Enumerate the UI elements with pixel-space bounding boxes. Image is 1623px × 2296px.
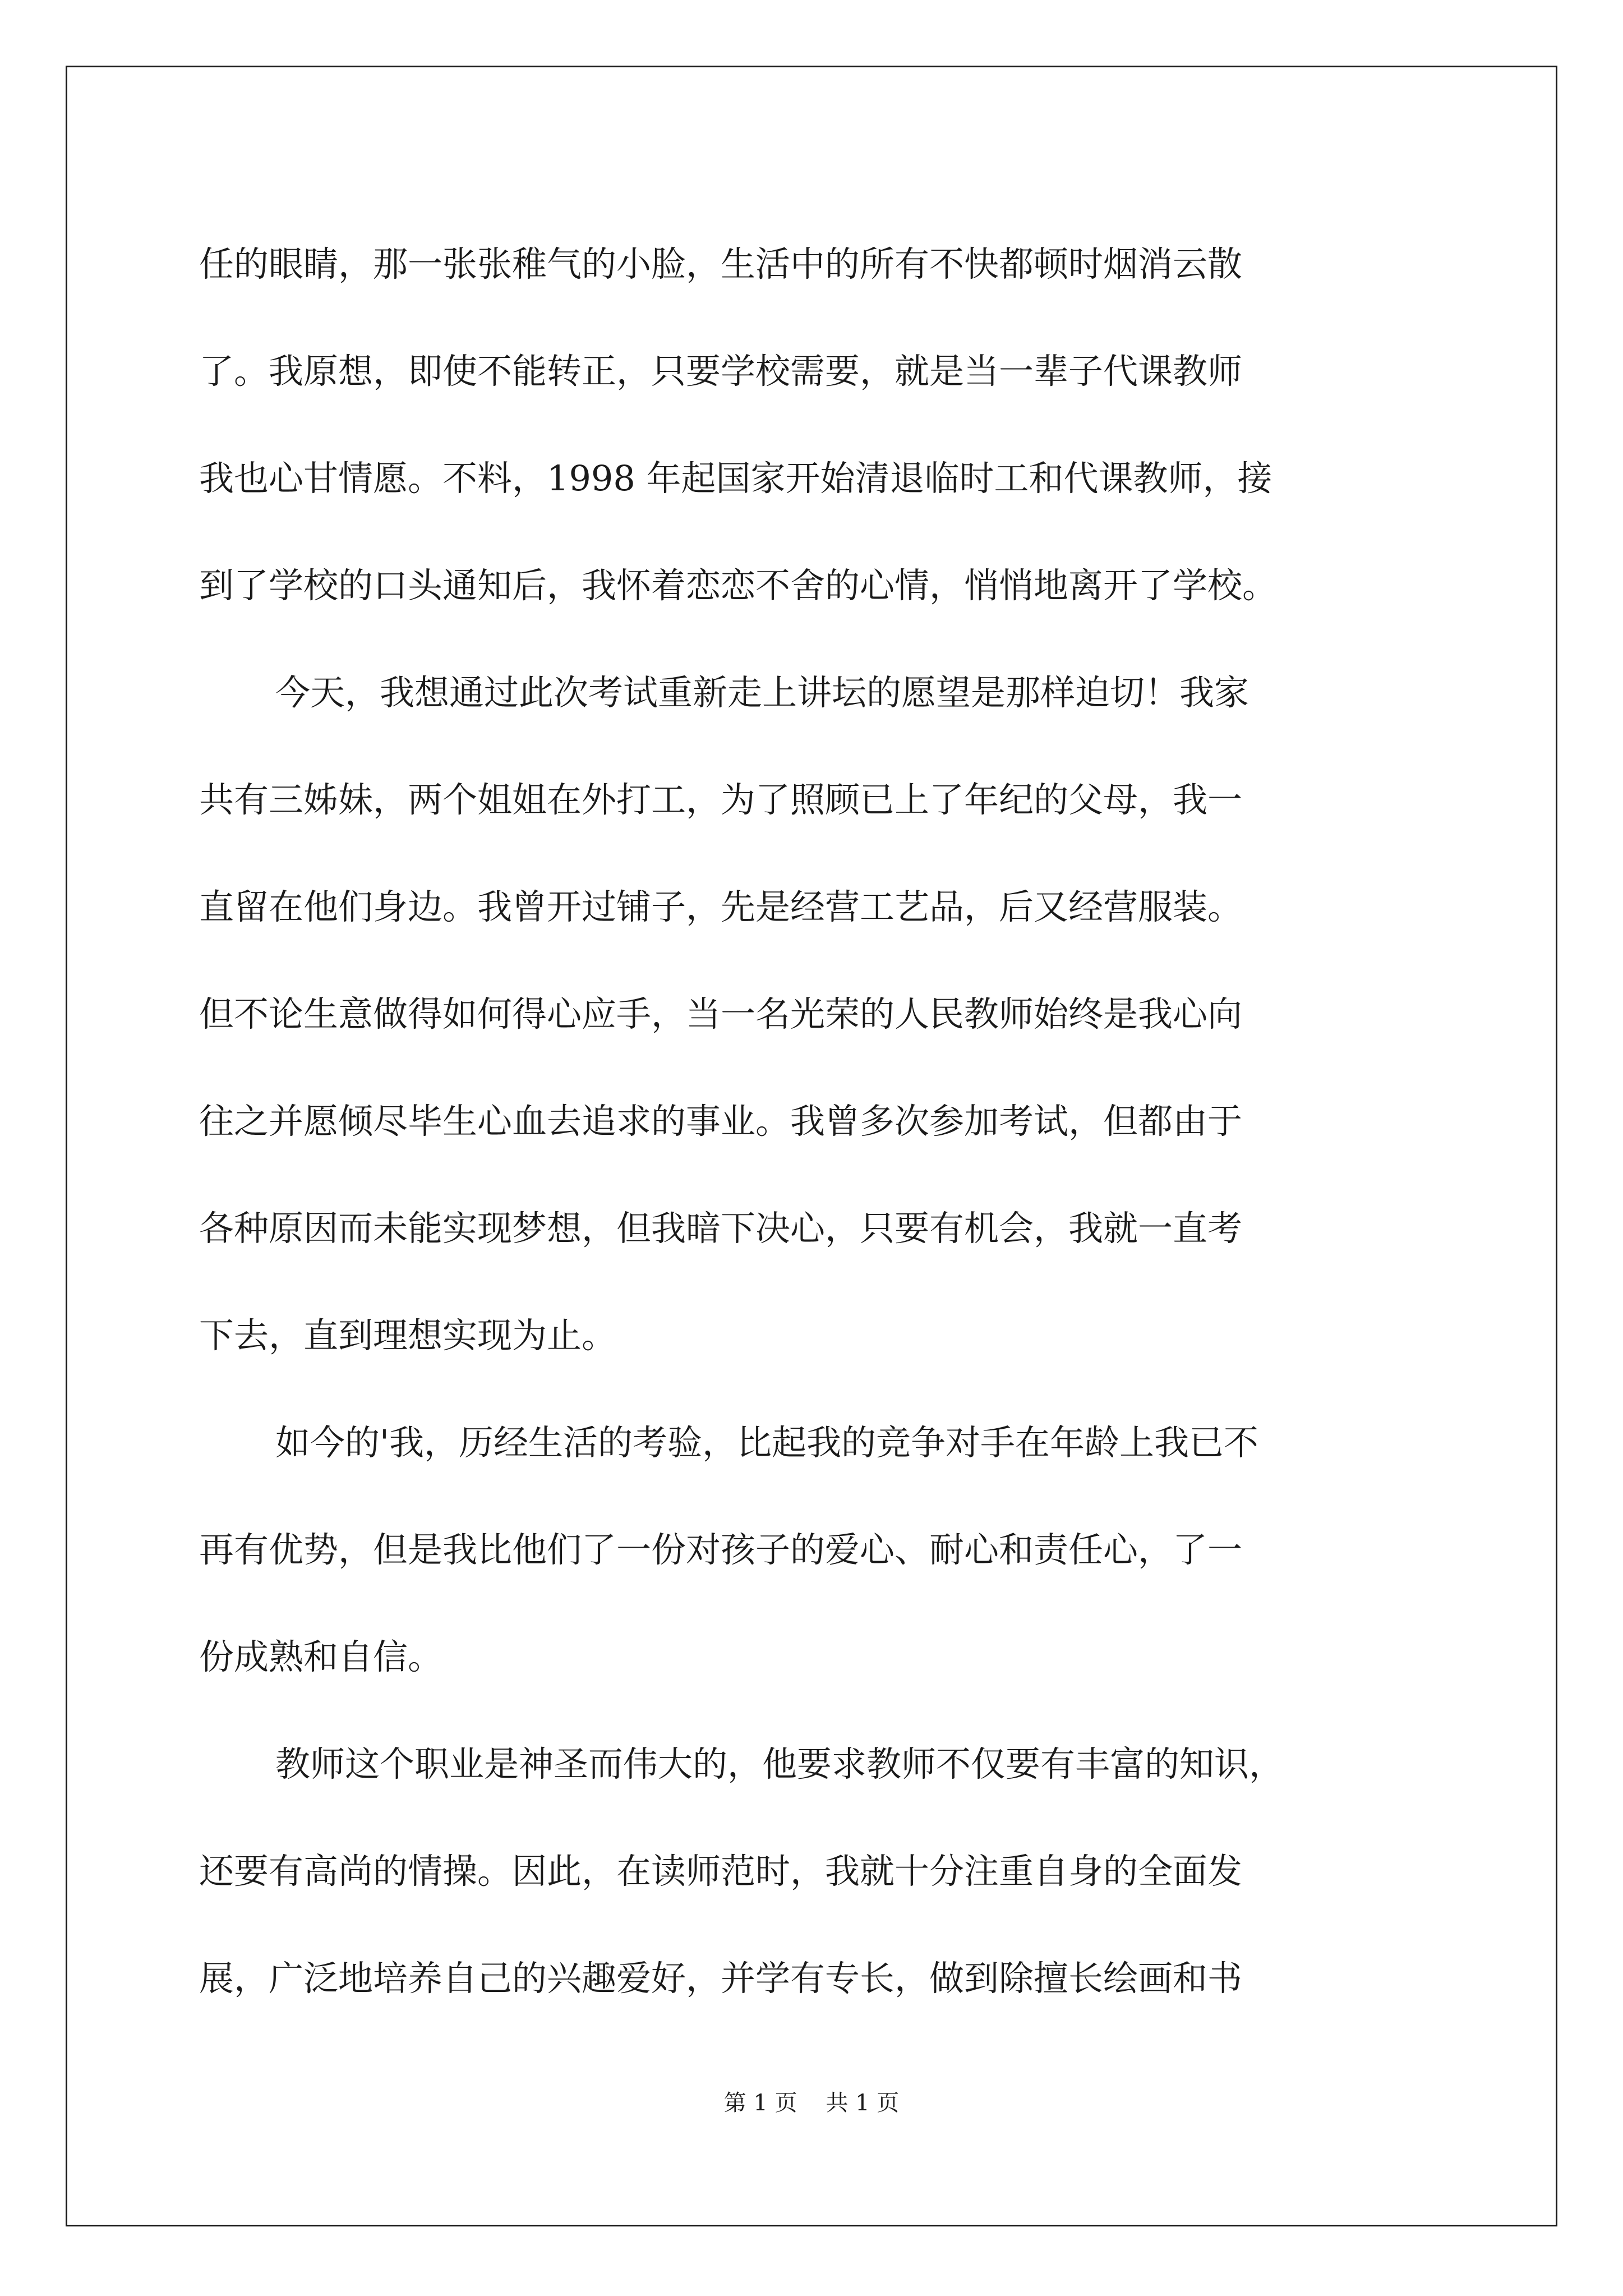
page-footer: 第 1 页 共 1 页 — [723, 2090, 900, 2116]
text-line: 各种原因而未能实现梦想，但我暗下决心，只要有机会，我就一直考 — [199, 1208, 1243, 1249]
text-line: 展，广泛地培养自己的兴趣爱好，并学有专长，做到除擅长绘画和书 — [199, 1958, 1243, 1999]
text-line: 还要有高尚的情操。因此，在读师范时，我就十分注重自身的全面发 — [199, 1851, 1243, 1892]
paragraph-start-line: 如今的'我，历经生活的考验，比起我的竞争对手在年龄上我已不 — [275, 1422, 1259, 1463]
text-line: 往之并愿倾尽毕生心血去追求的事业。我曾多次参加考试，但都由于 — [199, 1101, 1243, 1142]
text-line: 但不论生意做得如何得心应手，当一名光荣的人民教师始终是我心向 — [199, 993, 1243, 1034]
text-line: 到了学校的口头通知后，我怀着恋恋不舍的心情，悄悄地离开了学校。 — [199, 565, 1278, 606]
text-line: 我也心甘情愿。不料，1998 年起国家开始清退临时工和代课教师，接 — [199, 458, 1272, 499]
text-line: 再有优势，但是我比他们了一份对孩子的爱心、耐心和责任心，了一 — [199, 1529, 1243, 1570]
document-body — [199, 210, 1433, 2032]
text-line: 共有三姊妹，两个姐姐在外打工，为了照顾已上了年纪的父母，我一 — [199, 779, 1243, 820]
text-line: 下去，直到理想实现为止。 — [199, 1315, 617, 1356]
text-line: 直留在他们身边。我曾开过铺子，先是经营工艺品，后又经营服装。 — [199, 886, 1243, 927]
paragraph-start-line: 教师这个职业是神圣而伟大的，他要求教师不仅要有丰富的知识， — [275, 1743, 1284, 1784]
text-line: 份成熟和自信。 — [199, 1636, 443, 1677]
paragraph-start-line: 今天，我想通过此次考试重新走上讲坛的愿望是那样迫切！我家 — [275, 672, 1249, 713]
text-line: 了。我原想，即使不能转正，只要学校需要，就是当一辈子代课教师 — [199, 351, 1243, 392]
text-line: 任的眼睛，那一张张稚气的小脸，生活中的所有不快都顿时烟消云散 — [199, 243, 1243, 284]
